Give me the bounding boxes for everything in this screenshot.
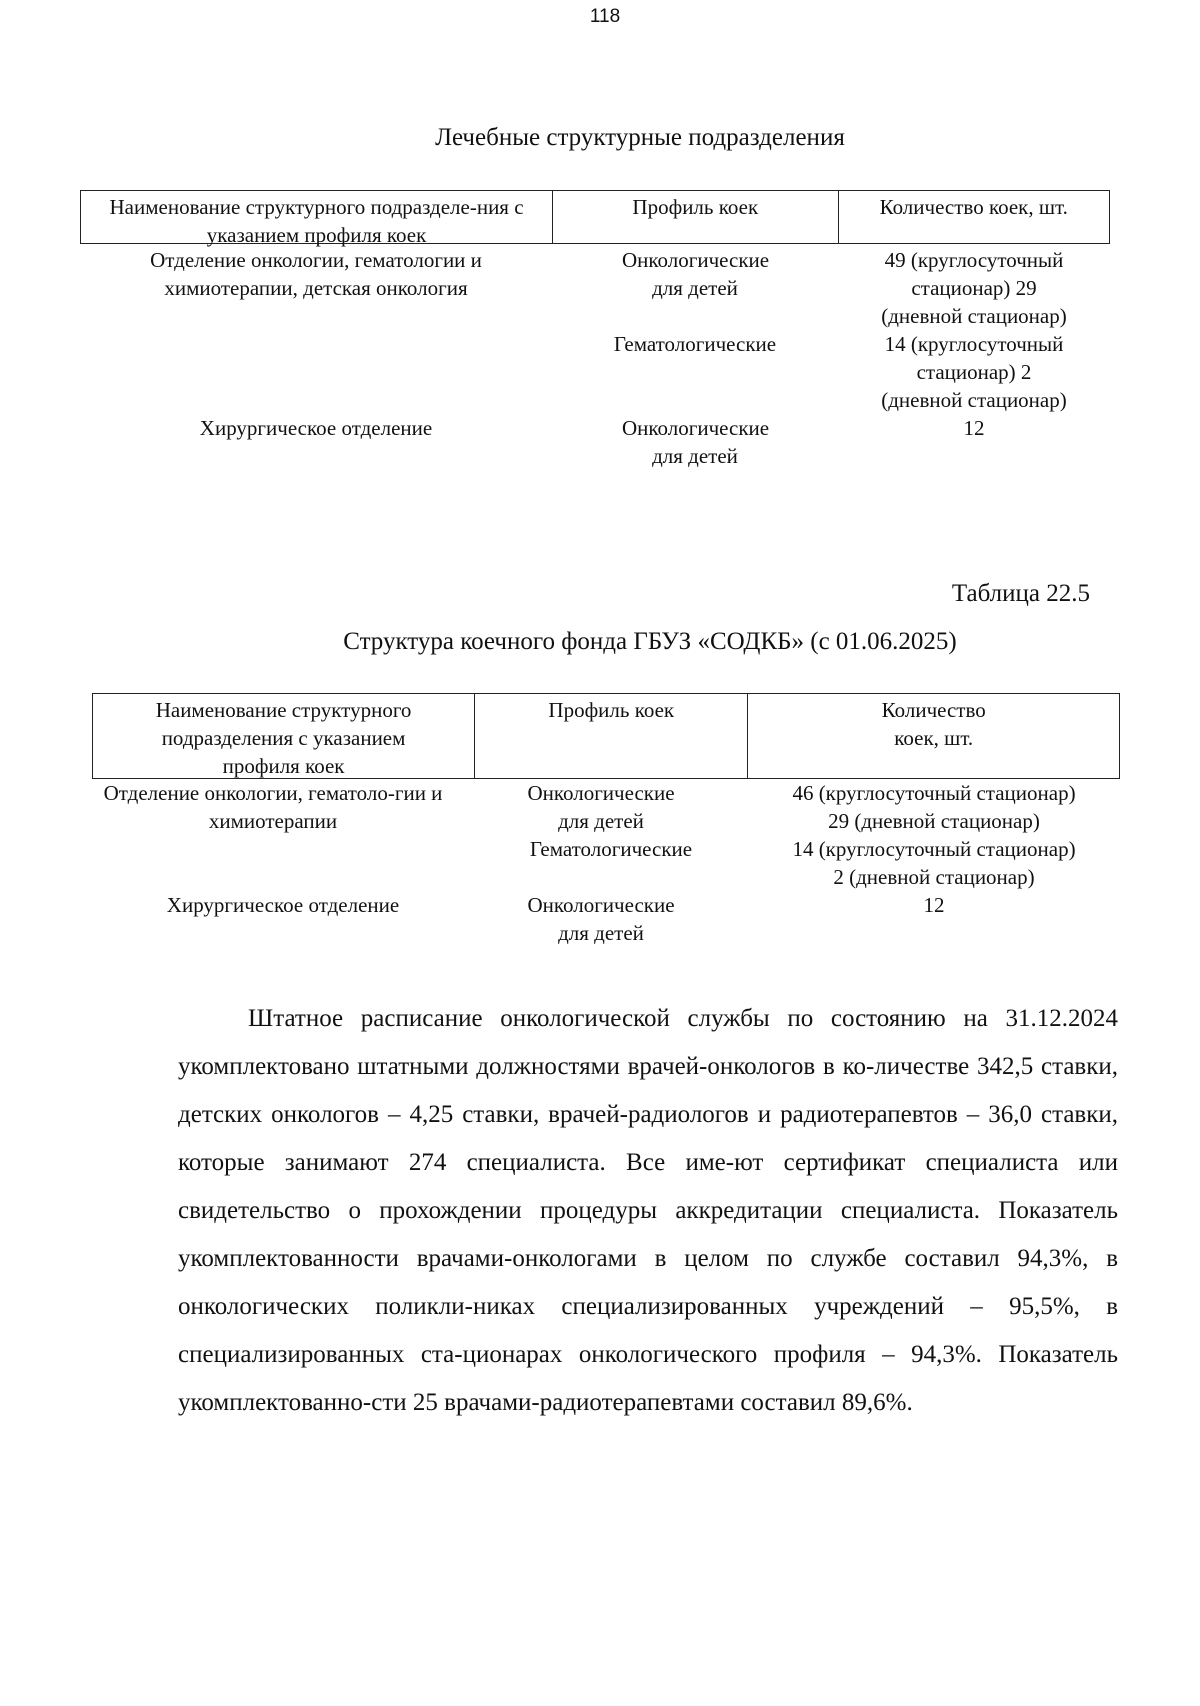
beds-table-2 xyxy=(92,693,1120,947)
table1-unit-cell: Отделение онкологии, гематологии и химиотерапии, детская онкология xyxy=(150,248,482,300)
table2-count-cell xyxy=(748,891,1120,947)
table2-count-line: 46 (круглосуточный стационар) xyxy=(792,781,1076,805)
beds-table-1 xyxy=(80,190,1110,470)
table1-row xyxy=(80,330,1110,414)
table2-header-row xyxy=(92,693,1120,779)
table2-header-profile: Профиль коек xyxy=(474,694,747,778)
table2-profile-cell: Онкологические для детей xyxy=(527,781,675,833)
table-caption: Таблица 22.5 xyxy=(951,580,1090,607)
section1-title: Лечебные структурные подразделения xyxy=(435,124,845,151)
table2-profile-cell: Онкологические для детей xyxy=(527,893,675,945)
page-number: 118 xyxy=(589,6,621,27)
table2-count-line: 2 (дневной стационар) xyxy=(833,865,1035,889)
table1-count-cell: 49 (круглосуточный стационар) 29 (дневной стационар) xyxy=(881,248,1067,328)
table1-unit-cell: Хирургическое отделение xyxy=(199,416,433,440)
table2-count-line: 12 xyxy=(923,893,945,917)
table2-unit-cell: Хирургическое отделение xyxy=(166,893,400,917)
table2-header-count: Количество коек, шт. xyxy=(747,694,1119,778)
table2-unit-cell xyxy=(92,835,474,891)
table1-profile-cell: Онкологические для детей xyxy=(622,416,770,468)
table1-count-cell: 12 xyxy=(963,416,985,440)
table1-count-cell: 14 (круглосуточный стационар) 2 (дневной стационар) xyxy=(881,332,1067,412)
table2-count-line: 14 (круглосуточный стационар) xyxy=(792,837,1076,861)
table1-row xyxy=(80,246,1110,330)
table1-profile-cell: Гематологические xyxy=(613,332,777,356)
table2-unit-cell: Отделение онкологии, гематоло-гии и химиотерапии xyxy=(103,781,443,833)
table2-profile-cell: Гематологические xyxy=(529,837,693,861)
table1-row xyxy=(80,414,1110,470)
table2-header-unit: Наименование структурного подразделения с указанием профиля коек xyxy=(155,698,412,778)
table2-row xyxy=(92,835,1120,891)
table1-header-count: Количество коек, шт. xyxy=(838,191,1109,243)
table1-header-row xyxy=(80,190,1110,247)
table2-row xyxy=(92,891,1120,947)
table2-count-cell xyxy=(748,779,1120,835)
table1-header-profile: Профиль коек xyxy=(552,191,837,243)
table2-count-cell xyxy=(748,835,1120,891)
section2-title: Структура коечного фонда ГБУЗ «СОДКБ» (с 01.06.2025) xyxy=(343,628,957,655)
table1-profile-cell: Онкологические для детей xyxy=(622,248,770,300)
table2-row xyxy=(92,779,1120,835)
table2-count-line: 29 (дневной стационар) xyxy=(828,809,1040,833)
table1-unit-cell xyxy=(80,330,552,414)
body-paragraph: Штатное расписание онкологической службы по состоянию на 31.12.2024 укомплектовано штатными должностями врачей-онкологов в ко-личестве 342,5 ставки, детских онкологов – 4,25 ставки, врачей-радиологов и радиотерапевтов – 36,0 ставки, которые занимают 274 специалиста. Все име-ют сертификат специалиста или свидетельство о прохождении процедуры аккредитации специалиста. Показатель укомплектованности врачами-онкологами в целом по службе составил 94,3%, в онкологических поликли-никах специализированных учреждений – 95,5%, в специализированных ста-ционарах онкологического профиля – 94,3%. Показатель укомплектованно-сти 25 врачами-радиотерапевтами составил 89,6%. xyxy=(178,1005,1118,1416)
table1-header-unit: Наименование структурного подразделе-ния с указанием профиля коек xyxy=(109,195,524,247)
